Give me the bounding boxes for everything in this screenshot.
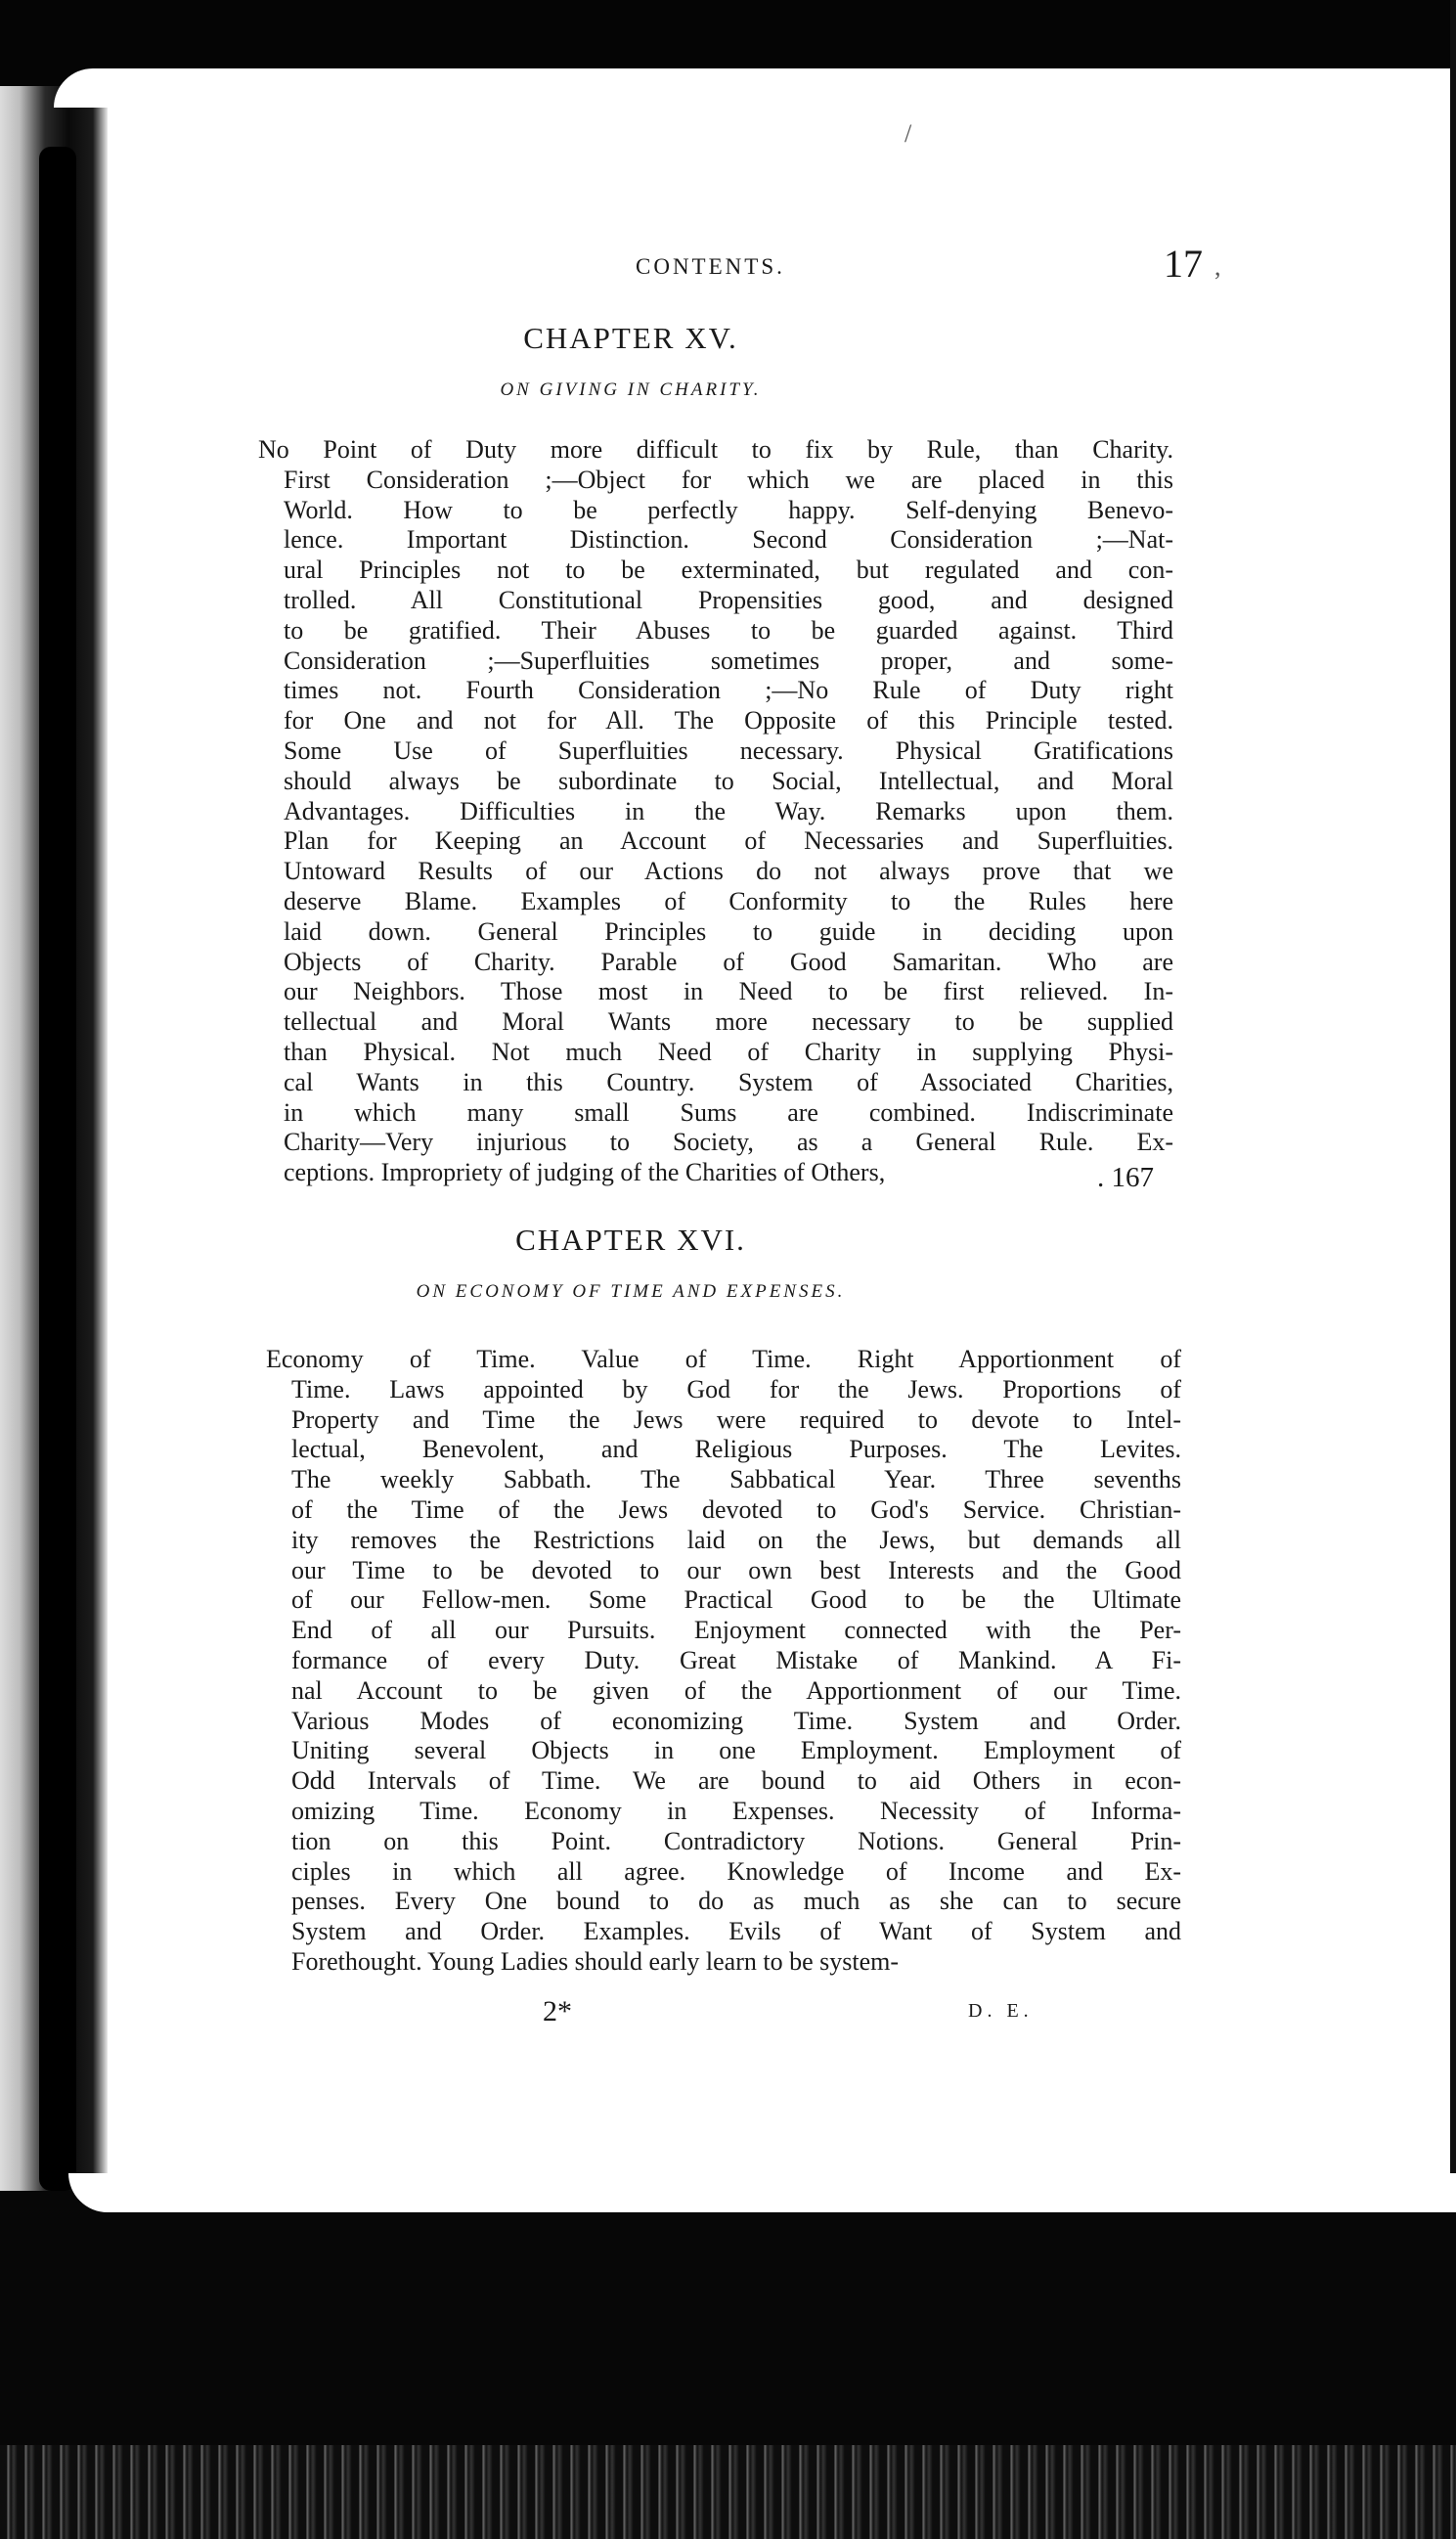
summary-line: Charity—Very injurious to Society, as a General Rule. Ex- xyxy=(284,1128,1173,1157)
stray-mark: / xyxy=(904,119,912,148)
page-top-corner xyxy=(54,68,1456,108)
summary-line: End of all our Pursuits. Enjoyment connected with the Per- xyxy=(291,1616,1181,1645)
page-reference: . 167 xyxy=(1097,1162,1154,1193)
summary-line: of our Fellow-men. Some Practical Good to be the Ultimate xyxy=(291,1585,1181,1615)
stray-mark: , xyxy=(1214,252,1221,281)
summary-line: Consideration ;—Superfluities sometimes proper, and some- xyxy=(284,646,1173,675)
summary-line: trolled. All Constitutional Propensities good, and designed xyxy=(284,585,1173,614)
summary-line: ural Principles not to be exterminated, but regulated and con- xyxy=(284,556,1173,585)
summary-line: Forethought. Young Ladies should early learn to be system- xyxy=(291,1946,900,1976)
summary-line: cal Wants in this Country. System of Associated Charities, xyxy=(284,1067,1173,1096)
summary-line: tellectual and Moral Wants more necessary to be supplied xyxy=(284,1007,1173,1037)
summary-line: Advantages. Difficulties in the Way. Remarks upon them. xyxy=(284,796,1173,825)
page-bottom-corner xyxy=(68,2173,1456,2212)
summary-line: The weekly Sabbath. The Sabbatical Year. Three sevenths xyxy=(291,1465,1181,1494)
chapter-subtitle: ON GIVING IN CHARITY. xyxy=(500,379,762,400)
summary-line: penses. Every One bound to do as much as she can to secure xyxy=(291,1887,1181,1916)
summary-line: First Consideration ;—Object for which we are placed in this xyxy=(284,465,1173,494)
summary-line: ity removes the Restrictions laid on the Jews, but demands all xyxy=(291,1525,1181,1554)
summary-line: Plan for Keeping an Account of Necessaries and Superfluities. xyxy=(284,826,1173,856)
running-head: CONTENTS. xyxy=(636,254,785,279)
summary-line: to be gratified. Their Abuses to be guarded against. Third xyxy=(284,615,1173,645)
summary-line: than Physical. Not much Need of Charity in supplying Physi- xyxy=(284,1037,1173,1066)
page-number: 17 xyxy=(1164,242,1203,286)
scan-right-edge xyxy=(1450,0,1456,2539)
summary-line: Various Modes of economizing Time. System and Order. xyxy=(291,1706,1181,1735)
scan-bottom-noise xyxy=(0,2445,1456,2539)
summary-line: formance of every Duty. Great Mistake of Mankind. A Fi- xyxy=(291,1645,1181,1674)
summary-line: Economy of Time. Value of Time. Right Apportionment of xyxy=(266,1345,1181,1373)
summary-line: of the Time of the Jews devoted to God's Service. Christian- xyxy=(291,1494,1181,1524)
summary-line: Objects of Charity. Parable of Good Samaritan. Who are xyxy=(284,947,1173,976)
summary-line: System and Order. Examples. Evils of Want of System and xyxy=(291,1917,1181,1946)
summary-line: our Time to be devoted to our own best Interests and the Good xyxy=(291,1555,1181,1584)
summary-line: Odd Intervals of Time. We are bound to aid Others in econ- xyxy=(291,1766,1181,1796)
summary-line: times not. Fourth Consideration ;—No Rule of Duty right xyxy=(284,676,1173,705)
summary-line: World. How to be perfectly happy. Self-denying Benevo- xyxy=(284,495,1173,524)
summary-line: Time. Laws appointed by God for the Jews. Proportions of xyxy=(291,1374,1181,1403)
book-page xyxy=(108,108,1450,2171)
summary-line: for One and not for All. The Opposite of this Principle tested. xyxy=(284,706,1173,735)
summary-line: deserve Blame. Examples of Conformity to the Rules here xyxy=(284,886,1173,915)
summary-line: Some Use of Superfluities necessary. Physical Gratifications xyxy=(284,735,1173,765)
summary-line: ceptions. Impropriety of judging of the Charities of Others, xyxy=(284,1158,886,1187)
summary-line: Property and Time the Jews were required to devote to Intel- xyxy=(291,1404,1181,1434)
summary-line: lence. Important Distinction. Second Consideration ;—Nat- xyxy=(284,525,1173,555)
chapter-title: CHAPTER XV. xyxy=(523,321,738,355)
chapter-summary xyxy=(258,435,1173,1188)
summary-line: nal Account to be given of the Apportionment of our Time. xyxy=(291,1675,1181,1705)
summary-line: laid down. General Principles to guide in deciding upon xyxy=(284,916,1173,946)
signature-number: 2* xyxy=(543,1995,572,2027)
summary-line: our Neighbors. Those most in Need to be first relieved. In- xyxy=(284,977,1173,1006)
summary-line: should always be subordinate to Social, Intellectual, and Moral xyxy=(284,766,1173,795)
summary-line: ciples in which all agree. Knowledge of Income and Ex- xyxy=(291,1856,1181,1886)
chapter-summary xyxy=(266,1345,1181,1978)
summary-line: Untoward Results of our Actions do not always prove that we xyxy=(284,857,1173,886)
signature-mark: D. E. xyxy=(968,2000,1034,2022)
chapter-subtitle: ON ECONOMY OF TIME AND EXPENSES. xyxy=(416,1281,846,1302)
chapter-title: CHAPTER XVI. xyxy=(515,1223,746,1257)
summary-line: No Point of Duty more difficult to fix by Rule, than Charity. xyxy=(258,435,1173,464)
summary-line: lectual, Benevolent, and Religious Purposes. The Levites. xyxy=(291,1435,1181,1464)
summary-line: in which many small Sums are combined. Indiscriminate xyxy=(284,1097,1173,1127)
summary-line: omizing Time. Economy in Expenses. Necessity of Informa- xyxy=(291,1796,1181,1825)
summary-line: tion on this Point. Contradictory Notions. General Prin- xyxy=(291,1826,1181,1855)
scan-binding-shadow xyxy=(39,147,76,2191)
summary-line: Uniting several Objects in one Employment. Employment of xyxy=(291,1736,1181,1765)
